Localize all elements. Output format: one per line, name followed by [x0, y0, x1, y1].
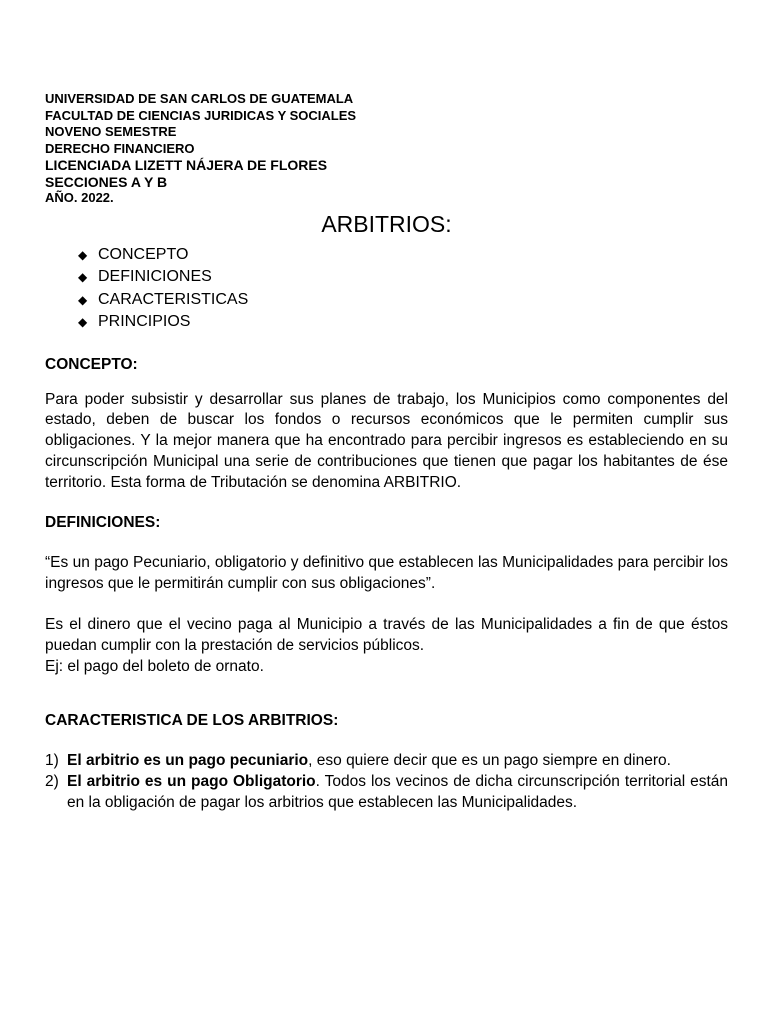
list-item [45, 751, 728, 772]
item-bold-text: El arbitrio es un pago Obligatorio [67, 773, 316, 791]
list-item [45, 266, 728, 289]
item-text: . Todos los vecinos de dicha circunscripción territorial están en la obligación de pagar los arbitrios que establecen las Municipalidades. [67, 773, 729, 812]
header-year: AÑO. 2022. [45, 190, 114, 205]
item-bold-text: El arbitrio es un pago pecuniario [67, 752, 309, 770]
topic-label: CARACTERISTICAS [98, 290, 249, 308]
header-semester: NOVENO SEMESTRE [45, 124, 177, 139]
diamond-bullet-icon: ◆ [78, 315, 88, 329]
topic-label: PRINCIPIOS [98, 313, 191, 330]
definiciones-quote: “Es un pago Pecuniario, obligatorio y definitivo que establecen las Municipalidades para percibir los ingresos que le permitirán cumplir con sus obligaciones”. [45, 554, 728, 593]
caracteristicas-heading: CARACTERISTICA DE LOS ARBITRIOS: [45, 712, 339, 730]
definiciones-paragraph: Es el dinero que el vecino paga al Municipio a través de las Municipalidades a fin de que éstos puedan cumplir con la prestación de servicios públicos. [45, 616, 728, 654]
header-sections: SECCIONES A Y B [45, 173, 168, 190]
header-university: UNIVERSIDAD DE SAN CARLOS DE GUATEMALA [45, 91, 354, 106]
document-header [45, 91, 728, 207]
topic-label: DEFINICIONES [98, 268, 212, 285]
diamond-bullet-icon: ◆ [78, 270, 88, 284]
item-text: , eso quiere decir que es un pago siempre en dinero. [308, 752, 671, 770]
definiciones-heading: DEFINICIONES: [45, 514, 161, 532]
diamond-bullet-icon: ◆ [78, 247, 88, 262]
item-number: 1) [45, 752, 59, 770]
concepto-paragraph: Para poder subsistir y desarrollar sus planes de trabajo, los Municipios como componentes del estado, deben de buscar los fondos o recursos económicos que le permiten cumplir sus obligaciones. Y la mejor manera que ha encontrado para percibir ingresos es estableciendo en su circunscripción Municipal una serie de contribuciones que tienen que pagar los habitantes de ése territorio. Esta forma de Tributación se denomina ARBITRIO. [45, 390, 728, 491]
list-item [45, 289, 728, 312]
list-item [45, 311, 728, 334]
document-page [45, 91, 728, 814]
header-instructor: LICENCIADA LIZETT NÁJERA DE FLORES [45, 157, 328, 173]
header-course: DERECHO FINANCIERO [45, 140, 195, 156]
list-item [45, 244, 728, 267]
document-title: ARBITRIOS: [321, 210, 452, 237]
item-number: 2) [45, 773, 59, 791]
list-item [45, 772, 728, 814]
topics-list [45, 244, 728, 334]
definiciones-example: Ej: el pago del boleto de ornato. [45, 657, 264, 675]
concepto-heading: CONCEPTO: [45, 355, 138, 373]
diamond-bullet-icon: ◆ [78, 292, 88, 307]
caracteristicas-list [45, 751, 728, 813]
topic-label: CONCEPTO [98, 245, 189, 263]
header-faculty: FACULTAD DE CIENCIAS JURIDICAS Y SOCIALES [45, 107, 357, 123]
